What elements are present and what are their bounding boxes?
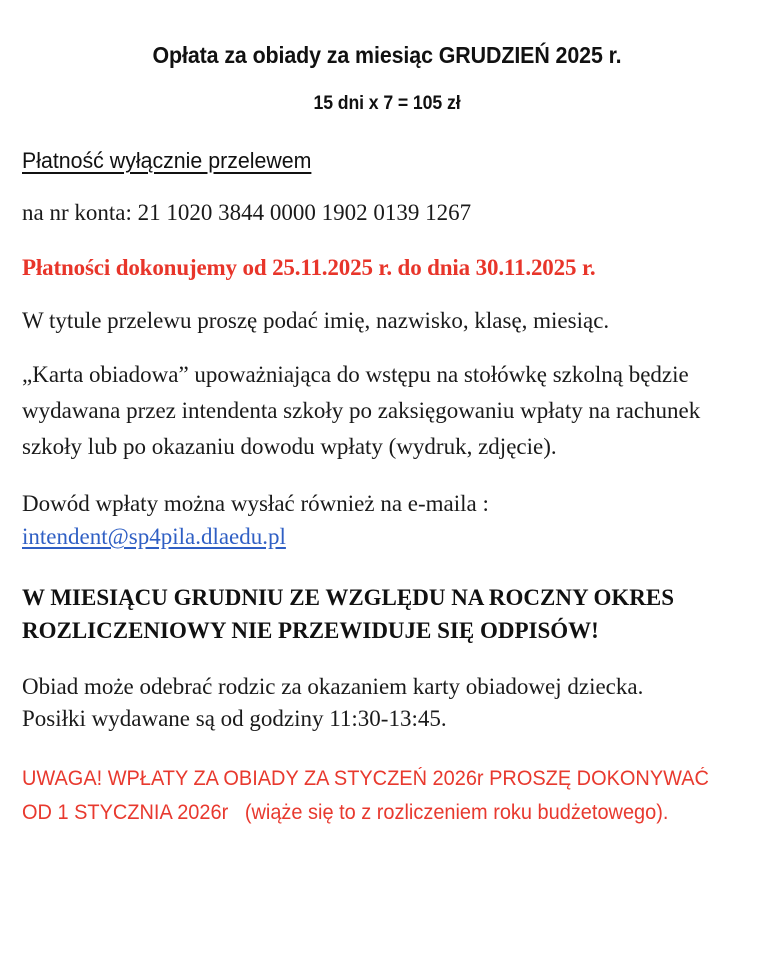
- payment-method-label: Płatność wyłącznie przelewem: [22, 148, 312, 173]
- pickup-parent-line: Obiad może odebrać rodzic za okazaniem karty obiadowej dziecka.: [22, 674, 644, 699]
- meal-card-paragraph: „Karta obiadowa” upoważniająca do wstępu na stołówkę szkolną będzie wydawana przez intendenta szkoły po zaksięgowaniu wpłaty na rachunek szkoły lub po okazaniu dowodu wpłaty (wydruk, zdjęcie).: [22, 362, 701, 459]
- meal-hours-line: Posiłki wydawane są od godziny 11:30-13:45.: [22, 706, 447, 731]
- email-block: [22, 465, 752, 553]
- page-subtitle-price-summary: 15 dni x 7 = 105 zł: [313, 93, 461, 114]
- email-intro-text: Dowód wpłaty można wysłać również na e-maila :: [22, 491, 489, 516]
- pickup-info-block: [22, 647, 752, 735]
- payment-deadline-notice: Płatności dokonujemy od 25.11.2025 r. do dnia 30.11.2025 r.: [22, 255, 596, 280]
- january-payment-warning: UWAGA! WPŁATY ZA OBIADY ZA STYCZEŃ 2026r PROSZĘ DOKONYWAĆ OD 1 STYCZNIA 2026r (wiąże się to z rozliczeniem roku budżetowego).: [22, 767, 721, 824]
- december-no-deductions-notice: W MIESIĄCU GRUDNIU ZE WZGLĘDU NA ROCZNY OKRES ROZLICZENIOWY NIE PRZEWIDUJE SIĘ ODPISÓW!: [22, 585, 674, 643]
- email-link[interactable]: intendent@sp4pila.dlaedu.pl: [22, 524, 286, 549]
- bank-account-line: na nr konta: 21 1020 3844 0000 1902 0139 1267: [22, 200, 472, 225]
- transfer-title-instruction: W tytule przelewu proszę podać imię, nazwisko, klasę, miesiąc.: [22, 308, 610, 333]
- page-title: Opłata za obiady za miesiąc GRUDZIEŃ 2025 r.: [152, 42, 622, 68]
